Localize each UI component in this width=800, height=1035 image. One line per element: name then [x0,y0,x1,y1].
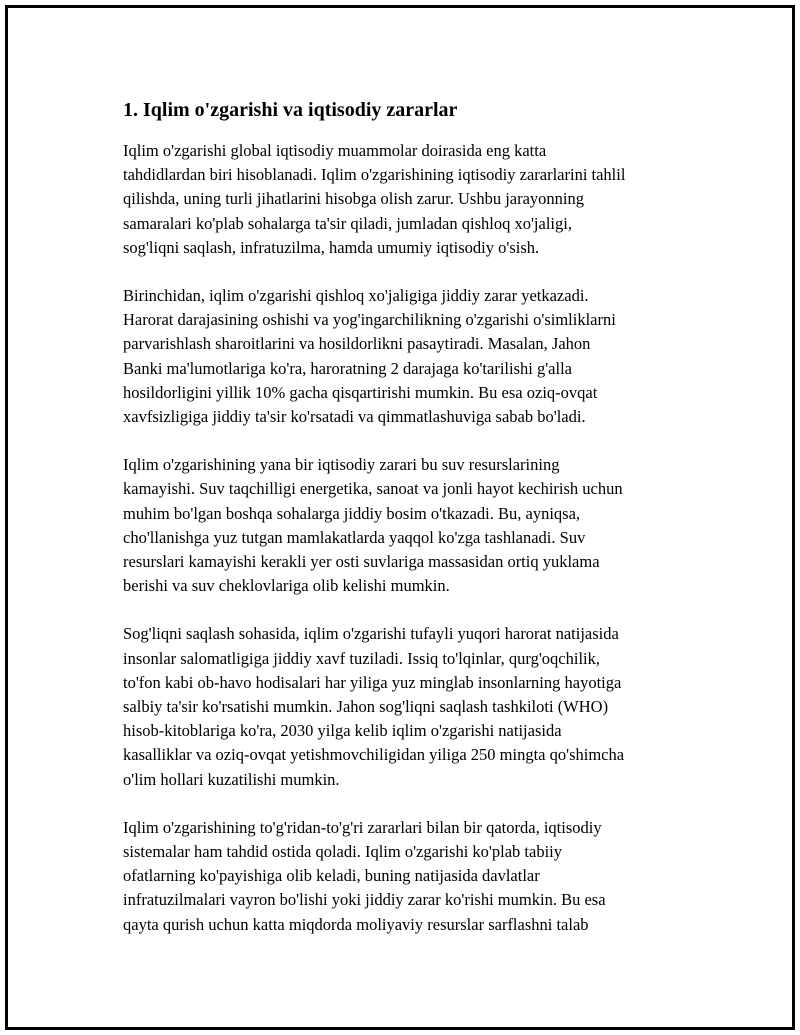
body-paragraph [123,816,693,937]
text-line: parvarishlash sharoitlarini va hosildorlikni pasaytiradi. Masalan, Jahon [123,334,591,354]
text-line: samaralari ko'plab sohalarga ta'sir qiladi, jumladan qishloq xo'jaligi, [123,213,572,233]
text-line: o'lim hollari kuzatilishi mumkin. [123,769,340,789]
text-line: Birinchidan, iqlim o'zgarishi qishloq xo'jaligiga jiddiy zarar yetkazadi. [123,286,589,306]
body-paragraph [123,622,693,791]
document-page [5,5,795,1030]
text-line: infratuzilmalari vayron bo'lishi yoki jiddiy zarar ko'rishi mumkin. Bu esa [123,890,606,910]
text-line: hisob-kitoblariga ko'ra, 2030 yilga kelib iqlim o'zgarishi natijasida [123,721,562,741]
paragraph-list [123,139,693,937]
text-line: ofatlarning ko'payishiga olib keladi, buning natijasida davlatlar [123,866,540,886]
document-content [123,97,693,961]
text-line: hosildorligini yillik 10% gacha qisqartirishi mumkin. Bu esa oziq-ovqat [123,382,598,402]
text-line: insonlar salomatligiga jiddiy xavf tuziladi. Issiq to'lqinlar, qurg'oqchilik, [123,648,600,668]
text-line: Harorat darajasining oshishi va yog'ingarchilikning o'zgarishi o'simliklarni [123,310,616,330]
text-line: qayta qurish uchun katta miqdorda moliyaviy resurslar sarflashni talab [123,914,589,934]
text-line: sistemalar ham tahdid ostida qoladi. Iqlim o'zgarishi ko'plab tabiiy [123,842,562,862]
text-line: tahdidlardan biri hisoblanadi. Iqlim o'zgarishining iqtisodiy zararlarini tahlil [123,165,626,185]
section-title: 1. Iqlim o'zgarishi va iqtisodiy zararlar [123,99,458,121]
text-line: Sog'liqni saqlash sohasida, iqlim o'zgarishi tufayli yuqori harorat natijasida [123,624,619,644]
text-line: salbiy ta'sir ko'rsatishi mumkin. Jahon sog'liqni saqlash tashkiloti (WHO) [123,697,609,717]
text-line: Iqlim o'zgarishining to'g'ridan-to'g'ri zararlari bilan bir qatorda, iqtisodiy [123,817,602,837]
body-paragraph [123,284,693,429]
text-line: Banki ma'lumotlariga ko'ra, haroratning 2 darajaga ko'tarilishi g'alla [123,358,572,378]
body-paragraph [123,453,693,598]
text-line: muhim bo'lgan boshqa sohalarga jiddiy bosim o'tkazadi. Bu, ayniqsa, [123,503,581,523]
body-paragraph [123,139,693,260]
text-line: cho'llanishga yuz tutgan mamlakatlarda yaqqol ko'zga tashlanadi. Suv [123,527,586,547]
text-line: to'fon kabi ob-havo hodisalari har yiliga yuz minglab insonlarning hayotiga [123,672,622,692]
text-line: resurslari kamayishi kerakli yer osti suvlariga massasidan ortiq yuklama [123,552,600,572]
text-line: kasalliklar va oziq-ovqat yetishmovchiligidan yiliga 250 mingta qo'shimcha [123,745,625,765]
text-line: xavfsizligiga jiddiy ta'sir ko'rsatadi va qimmatlashuviga sabab bo'ladi. [123,407,586,427]
text-line: Iqlim o'zgarishining yana bir iqtisodiy zarari bu suv resurslarining [123,455,560,475]
text-line: berishi va suv cheklovlariga olib kelishi mumkin. [123,576,450,596]
text-line: Iqlim o'zgarishi global iqtisodiy muammolar doirasida eng katta [123,141,547,160]
text-line: sog'liqni saqlash, infratuzilma, hamda umumiy iqtisodiy o'sish. [123,237,540,257]
text-line: kamayishi. Suv taqchilligi energetika, sanoat va jonli hayot kechirish uchun [123,479,623,499]
text-line: qilishda, uning turli jihatlarini hisobga olish zarur. Ushbu jarayonning [123,189,585,209]
